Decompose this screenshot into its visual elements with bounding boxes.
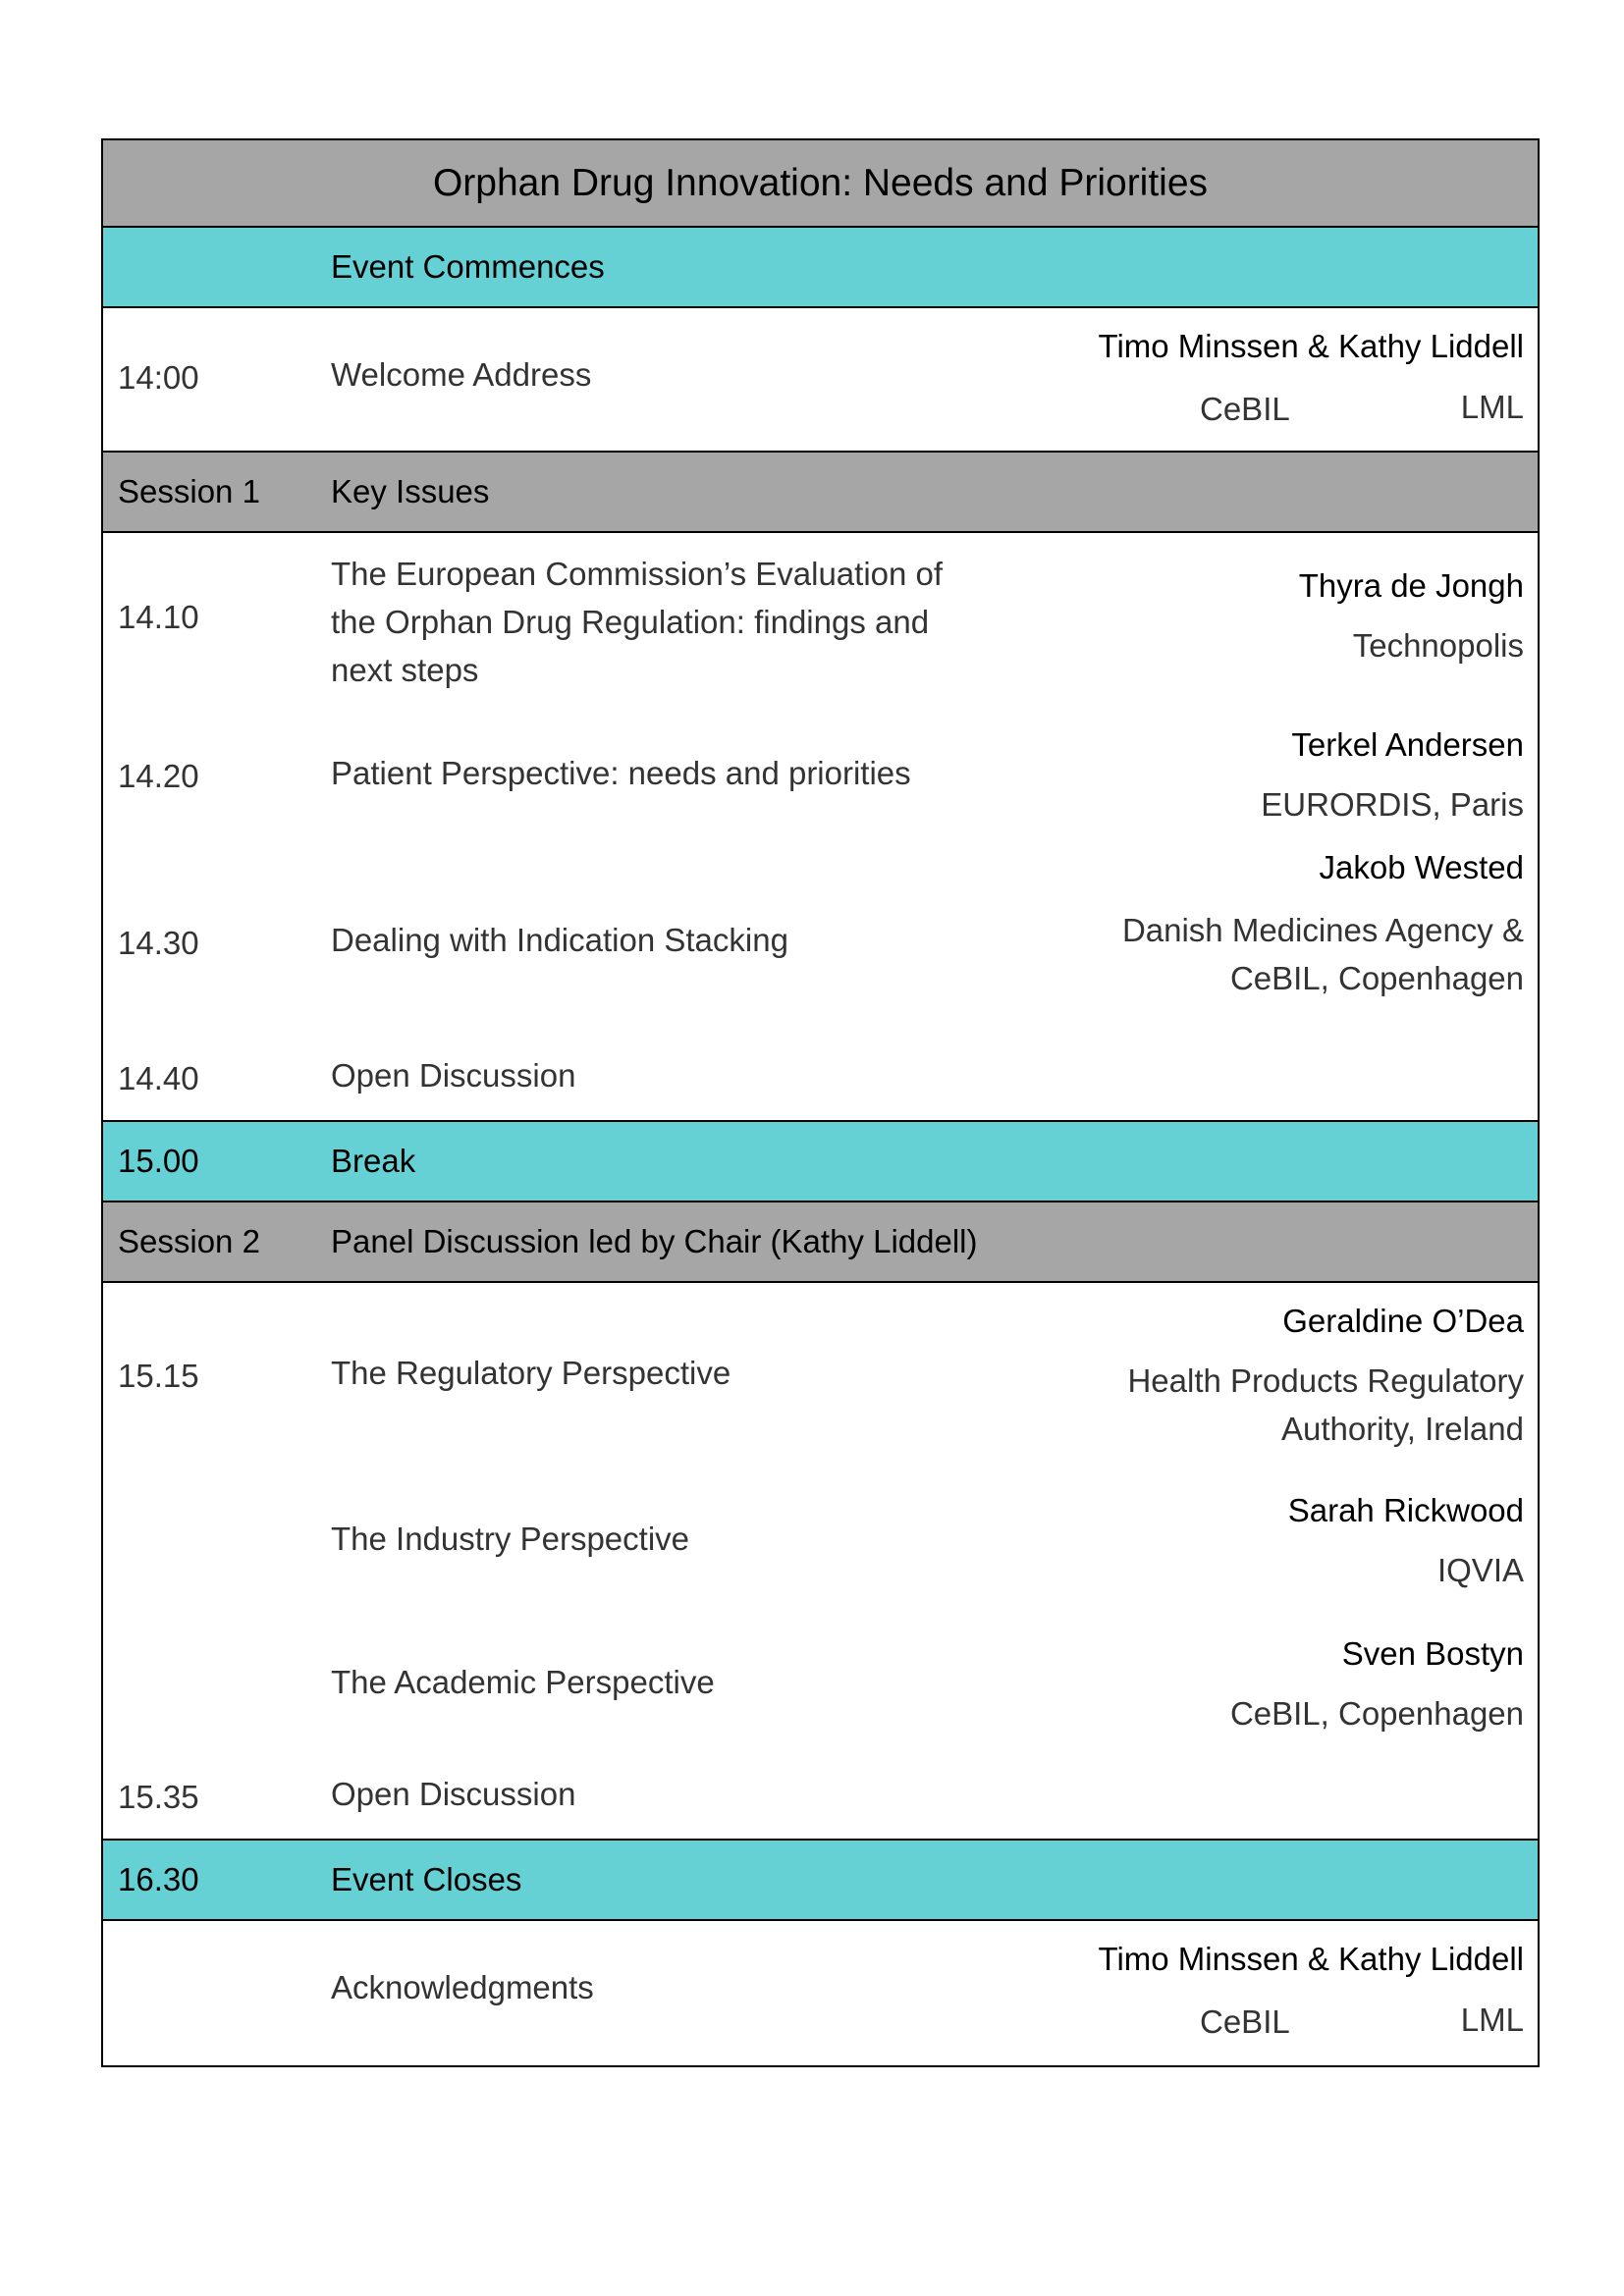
welcome-speakers: Timo Minssen & Kathy Liddell: [1098, 328, 1524, 364]
session-2-item-speaker: Sarah Rickwood: [1287, 1492, 1524, 1528]
session-1-item-affiliation: [1261, 780, 1524, 828]
acknowledgments-speakers: Timo Minssen & Kathy Liddell: [1098, 1941, 1524, 1977]
session-2-item-speaker: Sven Bostyn: [1341, 1635, 1524, 1672]
session-1-item-title-line: The European Commission’s Evaluation of: [331, 556, 944, 592]
session-1-item-title: [331, 916, 788, 964]
programme-table: [101, 138, 1540, 2067]
affiliation-line: Authority, Ireland: [1280, 1411, 1524, 1447]
acknowledgments-affiliation-left: CeBIL: [1200, 2003, 1290, 2040]
break-label: Break: [331, 1143, 416, 1179]
affiliation-line: Danish Medicines Agency &: [1121, 912, 1524, 948]
session-1-item-title: [331, 749, 911, 797]
welcome-row: [103, 308, 1538, 453]
session-1-title: Key Issues: [331, 473, 490, 509]
session-1-item-speaker: Jakob Wested: [1319, 849, 1524, 885]
session-1-item-title-line: the Orphan Drug Regulation: findings and: [331, 604, 930, 640]
session-2-item-affiliation: [1230, 1689, 1524, 1737]
welcome-affiliation-left: CeBIL: [1200, 391, 1290, 427]
event-commences-row: [103, 228, 1538, 308]
programme-title-row: [103, 140, 1538, 228]
session-2-item-time: 15.15: [118, 1358, 199, 1394]
session-2-item-speaker: Geraldine O’Dea: [1282, 1303, 1524, 1339]
session-2-item-title-line: The Academic Perspective: [331, 1664, 715, 1700]
event-closes-row: [103, 1841, 1538, 1921]
session-1-item-affiliation: [1122, 906, 1524, 1002]
session-1-item-title-line: Patient Perspective: needs and priorities: [331, 755, 911, 791]
session-2-items: [103, 1283, 1538, 1841]
affiliation-line: CeBIL, Copenhagen: [1229, 1695, 1524, 1732]
session-2-row: [103, 1202, 1538, 1283]
session-2-item-title-line: The Industry Perspective: [331, 1521, 689, 1557]
session-1-label: Session 1: [118, 473, 260, 509]
acknowledgments-affiliation-right: LML: [1460, 2002, 1524, 2038]
affiliation-line: Technopolis: [1352, 627, 1524, 664]
session-2-item-title: [331, 1515, 689, 1563]
event-closes-time: 16.30: [118, 1861, 199, 1897]
session-1-item-title-line: next steps: [331, 652, 479, 688]
affiliation-line: IQVIA: [1436, 1552, 1524, 1588]
session-2-item-time: 15.35: [118, 1779, 199, 1815]
event-closes-label: Event Closes: [331, 1861, 522, 1897]
session-1-items: [103, 533, 1538, 1122]
affiliation-line: CeBIL, Copenhagen: [1229, 960, 1524, 996]
session-1-item-time: 14.10: [118, 599, 199, 635]
event-commences-label: Event Commences: [331, 248, 605, 285]
session-2-item-title: [331, 1770, 575, 1818]
session-2-item-title: [331, 1349, 731, 1397]
welcome-time: 14:00: [118, 359, 199, 396]
session-1-item-speaker: Terkel Andersen: [1291, 726, 1524, 763]
acknowledgments-item: Acknowledgments: [331, 1969, 594, 2005]
session-2-item-affiliation: [1437, 1546, 1524, 1594]
affiliation-line: Health Products Regulatory: [1127, 1362, 1524, 1399]
session-1-item-title: [331, 550, 943, 694]
session-2-item-affiliation: [1127, 1357, 1524, 1453]
welcome-item: Welcome Address: [331, 356, 592, 393]
session-1-item-time: 14.20: [118, 758, 199, 794]
session-1-item-speaker: Thyra de Jongh: [1298, 567, 1524, 604]
session-2-item-title-line: Open Discussion: [331, 1776, 576, 1812]
affiliation-line: EURORDIS, Paris: [1261, 786, 1524, 823]
session-1-item-time: 14.30: [118, 925, 199, 961]
session-1-item-time: 14.40: [118, 1060, 199, 1096]
session-1-item-title: [331, 1051, 575, 1099]
session-1-row: [103, 453, 1538, 533]
break-row: [103, 1122, 1538, 1202]
session-2-label: Session 2: [118, 1223, 260, 1259]
session-1-item-title-line: Open Discussion: [331, 1057, 576, 1094]
session-2-title: Panel Discussion led by Chair (Kathy Liddell): [331, 1223, 978, 1259]
acknowledgments-row: [103, 1921, 1538, 2065]
break-time: 15.00: [118, 1143, 199, 1179]
session-2-item-title-line: The Regulatory Perspective: [331, 1355, 731, 1391]
session-1-item-affiliation: [1353, 621, 1524, 669]
session-2-item-title: [331, 1658, 715, 1706]
session-1-item-title-line: Dealing with Indication Stacking: [331, 922, 788, 958]
welcome-affiliation-right: LML: [1460, 389, 1524, 425]
programme-title: Orphan Drug Innovation: Needs and Priorities: [432, 161, 1209, 204]
